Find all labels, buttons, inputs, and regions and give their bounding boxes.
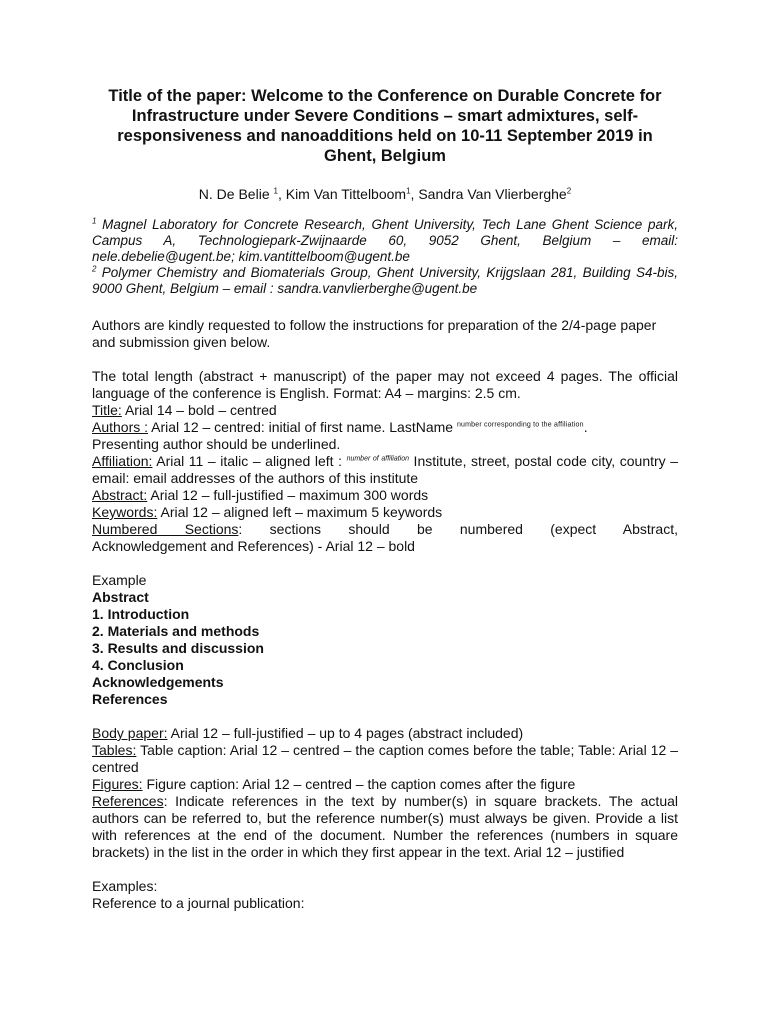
rule-tables-text: Table caption: Arial 12 – centred – the caption comes before the table; Table: Arial 12 – centred <box>92 742 678 775</box>
author-line <box>92 185 678 203</box>
rule-references-label: References <box>92 793 164 809</box>
rule-figures-label: Figures: <box>92 776 143 792</box>
affiliation-2-number: 2 <box>92 264 97 274</box>
affiliation-2 <box>92 265 678 297</box>
example-item-conclusion: 4. Conclusion <box>92 657 184 673</box>
rule-authors-superscript: number corresponding to the affiliation <box>456 421 584 429</box>
rule-title-label: Title: <box>92 402 122 418</box>
rule-affiliation-text2: Institute, street, postal code city, country – email: email addresses of the authors of this institute <box>92 453 679 486</box>
rule-references-text: : Indicate references in the text by number(s) in square brackets. The actual authors can be referred to, but the reference number(s) must always be given. Provide a list with references at the end of the document. Number the references (numbers in square brackets) in the list in the order in which they first appear in the text. Arial 12 – justified <box>92 793 678 860</box>
rule-affiliation <box>92 453 678 487</box>
rule-abstract <box>92 487 678 504</box>
author-2: , Kim Van Tittelboom <box>277 186 407 202</box>
rule-body-paper-label: Body paper: <box>92 725 168 741</box>
author-3-affil-number: 2 <box>566 186 572 196</box>
journal-reference-label: Reference to a journal publication: <box>92 895 305 911</box>
affiliation-2-text: Polymer Chemistry and Biomaterials Group, Ghent University, Krijgslaan 281, Building S4-bis, 9000 Ghent, Belgium – email : sandra.vanvlierberghe@ugent.be <box>92 265 678 296</box>
rule-tables-label: Tables: <box>92 742 137 758</box>
author-2-affil-number: 1 <box>406 186 411 196</box>
intro-paragraph: Authors are kindly requested to follow the instructions for preparation of the 2/4-page paper and submission given below. <box>92 317 657 350</box>
affiliation-1-number: 1 <box>92 216 97 226</box>
affiliation-1-text: Magnel Laboratory for Concrete Research, Ghent University, Tech Lane Ghent Science park, Campus A, Technologiepark-Zwijnaarde 60, 9052 Ghent, Belgium – email: nele.debelie@ugent.be; kim.vantittelboom@ugent.be <box>92 217 678 264</box>
total-length-paragraph: The total length (abstract + manuscript) of the paper may not exceed 4 pages. The official language of the conference is English. Format: A4 – margins: 2.5 cm. <box>92 368 678 401</box>
rule-tables <box>92 742 678 776</box>
author-1: N. De Belie <box>198 186 274 202</box>
rule-references <box>92 793 678 861</box>
rule-abstract-text: Arial 12 – full-justified – maximum 300 words <box>147 487 429 503</box>
rule-sections-text: : sections should be numbered (expect Abstract, <box>238 521 679 537</box>
rule-authors-tail: . <box>583 419 588 435</box>
rule-authors-text: Arial 12 – centred: initial of first name. LastName <box>148 419 457 435</box>
rule-sections-label: Numbered Sections <box>92 521 239 537</box>
rule-affiliation-label: Affiliation: <box>92 453 153 469</box>
rule-title-text: Arial 14 – bold – centred <box>121 402 277 418</box>
rule-title <box>92 402 678 419</box>
example-item-results: 3. Results and discussion <box>92 640 264 656</box>
rule-authors <box>92 419 678 436</box>
rule-body-paper <box>92 725 678 742</box>
rule-authors-label: Authors : <box>92 419 149 435</box>
example-item-abstract: Abstract <box>92 589 149 605</box>
rule-affiliation-text1: Arial 11 – italic – aligned left : <box>152 453 347 469</box>
paper-title: Title of the paper: Welcome to the Conference on Durable Concrete for Infrastructure under Severe Conditions – smart admixtures, self-responsiveness and nanoadditions held on 10-11 September 2019 in Ghent, Belgium <box>108 87 662 165</box>
example-label: Example <box>92 572 147 588</box>
rule-figures-text: Figure caption: Arial 12 – centred – the caption comes after the figure <box>142 776 576 792</box>
examples-label: Examples: <box>92 878 158 894</box>
example-item-materials: 2. Materials and methods <box>92 623 260 639</box>
rule-affiliation-superscript: number of affiliation <box>346 455 409 463</box>
instructions-body <box>92 317 678 912</box>
affiliation-1 <box>92 217 678 265</box>
example-item-introduction: 1. Introduction <box>92 606 190 622</box>
rule-keywords-text: Arial 12 – aligned left – maximum 5 keywords <box>157 504 443 520</box>
rule-keywords-label: Keywords: <box>92 504 158 520</box>
rule-sections <box>92 521 678 538</box>
rule-abstract-label: Abstract: <box>92 487 148 503</box>
example-item-references: References <box>92 691 168 707</box>
rule-body-paper-text: Arial 12 – full-justified – up to 4 pages (abstract included) <box>167 725 524 741</box>
rule-figures <box>92 776 678 793</box>
rule-keywords <box>92 504 678 521</box>
author-3: , Sandra Van Vlierberghe <box>410 186 567 202</box>
rule-authors-line2: Presenting author should be underlined. <box>92 436 341 452</box>
affiliations <box>92 217 678 297</box>
example-item-acknowledgements: Acknowledgements <box>92 674 224 690</box>
author-1-affil-number: 1 <box>273 186 278 196</box>
rule-sections-line2: Acknowledgement and References) - Arial 12 – bold <box>92 538 415 554</box>
